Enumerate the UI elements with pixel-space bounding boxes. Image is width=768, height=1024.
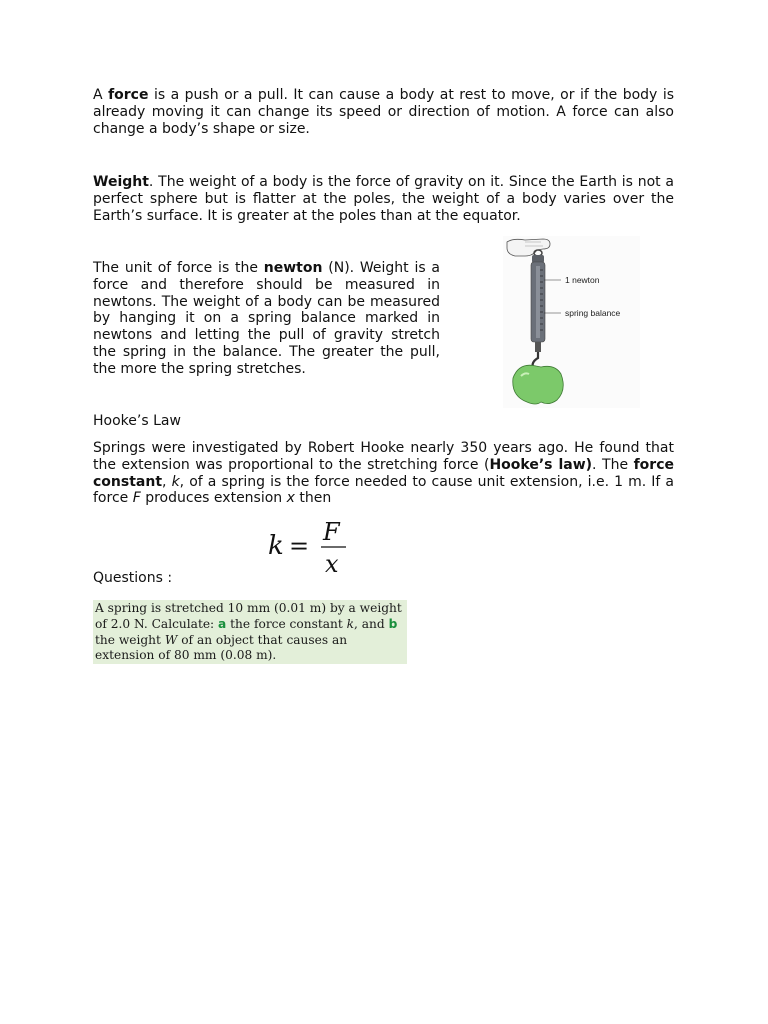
weight-term: Weight [93, 174, 149, 190]
question-box [93, 600, 407, 664]
force-term: force [108, 87, 149, 103]
weight-text: . The weight of a body is the force of gravity on it. Since the Earth is not a perfect sphere but is flatter at the poles, the weight of a body varies over the Earth’s surface. It is greater at the poles than at the equator. [93, 174, 674, 224]
question-text-1: A spring is stretched 10 mm (0.01 m) by a weight of 2.0 N. Calculate: [95, 601, 402, 631]
var-k: k [171, 473, 180, 490]
springs-text-6: then [294, 490, 332, 507]
question-var-W: W [164, 632, 178, 647]
question-var-k: k [346, 616, 355, 631]
hookes-law-formula [268, 518, 350, 578]
var-F: F [132, 490, 141, 507]
question-text-5: of an object that causes an extension of 80 mm (0.08 m). [95, 632, 348, 663]
spring-balance-body [531, 255, 545, 352]
question-text-2: the force constant [226, 616, 347, 631]
springs-text-1: Springs were investigated by Robert Hooke nearly 350 years ago. He found that the extension was proportional to the stretching force ( [93, 440, 674, 473]
weight-paragraph [93, 174, 674, 224]
force-constant-term: force constant [93, 456, 675, 490]
springs-paragraph [93, 440, 674, 507]
questions-label: Questions : [93, 570, 173, 586]
springs-text-5: produces extension [140, 490, 287, 507]
question-text-3: , and [354, 616, 389, 631]
force-prefix: A [93, 87, 109, 103]
hookes-law-heading: Hooke’s Law [93, 413, 181, 429]
formula-k: k [268, 531, 284, 561]
springs-text-2: . The [592, 456, 634, 473]
apple-icon [513, 365, 563, 404]
label-spring-balance: spring balance [565, 308, 621, 318]
force-paragraph [93, 87, 674, 137]
unit-text: (N). Weight is a force and therefore should be measured in newtons. The weight of a body can be measured by hanging it on a spring balance marked in newtons and letting the pull of gravity stretch the spring in the balance. The greater the pull, the more the spring stretches. [93, 260, 440, 377]
unit-prefix: The unit of force is the [93, 260, 264, 276]
force-text: is a push or a pull. It can cause a body at rest to move, or if the body is already moving it can change its speed or direction of motion. A force can also change a body’s shape or size. [93, 87, 674, 137]
var-x: x [286, 490, 295, 507]
spring-balance-illustration [503, 236, 640, 408]
hookes-law-term: Hooke’s law) [489, 456, 593, 473]
formula-equals: = [289, 532, 310, 560]
part-a-letter: a [218, 616, 227, 631]
newton-term: newton [263, 260, 323, 276]
formula-denominator: x [325, 550, 339, 578]
unit-paragraph [93, 260, 440, 378]
question-text-4: the weight [95, 632, 165, 647]
springs-text-3: , [162, 473, 172, 490]
label-1-newton: 1 newton [565, 275, 600, 285]
formula-numerator: F [323, 518, 340, 546]
part-b-letter: b [388, 616, 398, 631]
springs-text-4: , of a spring is the force needed to cause unit extension, i.e. 1 m. If a force [93, 473, 675, 507]
